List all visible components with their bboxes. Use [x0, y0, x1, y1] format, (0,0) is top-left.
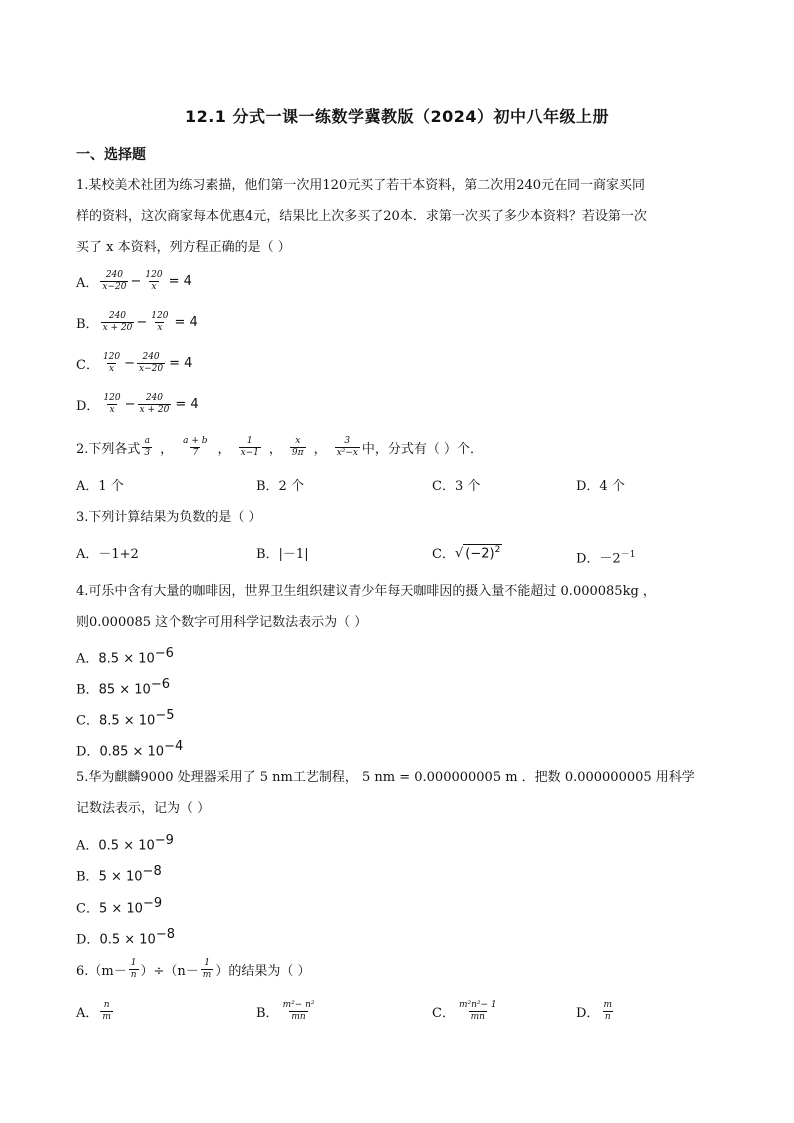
operator: − [124, 356, 136, 371]
fraction [101, 311, 135, 334]
fraction [457, 1000, 499, 1023]
exponent: −6 [154, 646, 174, 661]
radicand-base: (−2) [465, 546, 495, 562]
q4-option-b[interactable] [76, 676, 170, 699]
denominator: 3 [144, 448, 151, 458]
denominator: n [604, 1012, 611, 1022]
exponent: −9 [142, 896, 163, 911]
mantissa: 8.5 × 10 [98, 651, 155, 667]
option-label: A． [76, 1006, 99, 1021]
numerator: m [603, 1000, 612, 1010]
q4-option-c[interactable] [76, 707, 175, 730]
fraction [239, 436, 261, 459]
question-5-line: 5.华为麒麟9000 处理器采用了 5 nm工艺制程， 5 nm = 0.000000005 m ．把数 0.000000005 用科学 [76, 770, 695, 785]
mantissa: 8.5 × 10 [98, 713, 156, 729]
option-label: D．－2 [576, 551, 621, 567]
numerator: 240 [145, 393, 164, 403]
denominator: 9π [291, 448, 304, 458]
equation-rhs: = 4 [174, 315, 198, 330]
numerator: m²− n² [282, 1000, 315, 1010]
separator: ， [217, 442, 231, 457]
numerator: 1 [130, 958, 137, 968]
exponent: 2 [494, 544, 501, 555]
fraction [101, 393, 122, 416]
question-1-stem [76, 170, 726, 263]
numerator: 120 [103, 393, 121, 403]
option-label: C． [432, 547, 455, 562]
mantissa: 0.5 × 10 [99, 932, 156, 948]
denominator: x + 20 [139, 405, 170, 415]
denominator: m [202, 970, 212, 980]
denominator: x−1 [240, 448, 259, 458]
q4-option-d[interactable] [76, 738, 183, 761]
denominator: n [130, 970, 137, 980]
mantissa: 0.85 × 10 [99, 744, 165, 760]
q5-option-b[interactable] [76, 863, 162, 886]
numerator: n [103, 1000, 110, 1010]
radical-sign: √ [454, 546, 464, 562]
question-5-line: 记数法表示，记为（ ） [76, 801, 211, 816]
q2-option-d[interactable]: D．4 个 [576, 479, 625, 494]
denominator: x [109, 405, 115, 415]
exponent: −8 [155, 927, 175, 942]
q1-option-c[interactable] [76, 352, 192, 375]
question-2-suffix: 中，分式有（ ）个． [361, 442, 484, 457]
denominator: x−20 [102, 282, 127, 292]
operator: − [130, 274, 142, 289]
exponent: −6 [150, 677, 170, 692]
q3-option-c[interactable] [432, 543, 502, 562]
exponent: －1 [620, 550, 636, 560]
q2-option-b[interactable]: B．2 个 [256, 479, 304, 494]
fraction [129, 958, 139, 981]
separator: ， [313, 442, 327, 457]
denominator: x [157, 323, 163, 333]
q5-option-c[interactable] [76, 895, 162, 918]
option-label: D． [76, 744, 100, 760]
denominator: x²−x [336, 448, 358, 458]
question-3-stem: 3.下列计算结果为负数的是（ ） [76, 510, 262, 525]
numerator: 1 [246, 436, 253, 446]
fraction [181, 436, 209, 459]
option-label: C． [76, 901, 99, 917]
question-1-line: 买了 x 本资料，列方程正确的是（ ） [76, 240, 291, 255]
numerator: a + b [183, 436, 208, 446]
fraction [100, 1000, 113, 1023]
q6-option-b[interactable] [256, 1000, 319, 1023]
separator: ， [160, 442, 174, 457]
equation-rhs: = 4 [168, 274, 192, 289]
question-2-prefix: 2.下列各式 [76, 442, 141, 457]
q6-option-a[interactable] [76, 1000, 115, 1023]
numerator: 240 [108, 311, 127, 321]
option-label: D． [76, 399, 100, 414]
fraction [143, 270, 164, 293]
question-6-part: 6.（m－ [76, 964, 127, 979]
q1-option-b[interactable] [76, 311, 198, 334]
q5-option-a[interactable] [76, 832, 174, 855]
option-label: A． [76, 651, 99, 667]
equation-rhs: = 4 [169, 356, 193, 371]
q3-option-a[interactable]: A．－1+2 [76, 547, 139, 562]
numerator: 3 [344, 436, 351, 446]
fraction [601, 1000, 614, 1023]
fraction [100, 270, 128, 293]
question-4-line: 4.可乐中含有大量的咖啡因，世界卫生组织建议青少年每天咖啡因的摄入量不能超过 0.000085kg ， [76, 584, 656, 599]
fraction [149, 311, 170, 334]
exponent: −4 [164, 739, 184, 754]
q2-option-c[interactable]: C．3 个 [432, 479, 481, 494]
question-1-line: 1.某校美术社团为练习素描，他们第一次用120元买了若干本资料，第二次用240元在同一商家买同 [76, 178, 646, 193]
question-4-stem [76, 576, 726, 638]
exponent: −5 [155, 708, 175, 723]
denominator: m [102, 1012, 111, 1022]
fraction [290, 436, 306, 459]
question-2-stem [76, 436, 483, 459]
numerator: a [144, 436, 150, 446]
question-4-line: 则0.000085 这个数字可用科学记数法表示为（ ） [76, 615, 368, 630]
question-5-stem [76, 762, 726, 824]
denominator: x [109, 364, 115, 374]
q5-option-d[interactable] [76, 926, 175, 949]
q4-option-a[interactable] [76, 645, 174, 668]
question-6-part: ）的结果为（ ） [215, 964, 311, 979]
fraction [335, 436, 360, 459]
fraction [137, 352, 165, 375]
q6-option-c[interactable] [432, 1000, 501, 1023]
denominator: mn [470, 1012, 485, 1022]
option-label: C． [76, 713, 99, 729]
denominator: mn [291, 1012, 306, 1022]
q1-option-d[interactable] [76, 393, 199, 416]
q1-option-a[interactable] [76, 270, 192, 293]
mantissa: 85 × 10 [98, 682, 151, 698]
q3-option-d[interactable] [576, 546, 635, 568]
q6-option-d[interactable] [576, 1000, 616, 1023]
denominator: 7 [192, 448, 199, 458]
denominator: x [151, 282, 157, 292]
mantissa: 5 × 10 [98, 901, 143, 917]
numerator: 120 [102, 352, 121, 362]
numerator: 120 [151, 311, 169, 321]
radicand [463, 544, 502, 561]
mantissa: 0.5 × 10 [98, 838, 155, 854]
fraction [142, 436, 152, 459]
denominator: x−20 [139, 364, 164, 374]
numerator: 240 [105, 270, 124, 280]
fraction [138, 393, 172, 416]
option-label: A． [76, 276, 99, 291]
fraction [201, 958, 214, 981]
option-label: C． [432, 1006, 455, 1021]
separator: ， [268, 442, 282, 457]
option-label: B． [256, 1006, 279, 1021]
numerator: 1 [204, 958, 210, 968]
fraction [101, 352, 122, 375]
option-label: D． [576, 1006, 600, 1021]
numerator: 120 [145, 270, 163, 280]
option-label: B． [76, 869, 99, 885]
denominator: x + 20 [102, 323, 133, 333]
exponent: −8 [142, 864, 162, 879]
numerator: 240 [142, 352, 160, 362]
square-root [455, 544, 502, 561]
mantissa: 5 × 10 [98, 869, 143, 885]
operator: − [136, 315, 148, 330]
question-6-stem [76, 958, 310, 981]
numerator: x [295, 436, 301, 446]
operator: − [124, 397, 136, 412]
option-label: B． [76, 682, 99, 698]
q2-option-a[interactable]: A．1 个 [76, 479, 124, 494]
q3-option-b[interactable]: B．|－1| [256, 547, 309, 562]
option-label: D． [76, 932, 100, 948]
option-label: C． [76, 358, 99, 373]
question-1-line: 样的资料，这次商家每本优惠4元，结果比上次多买了20本．求第一次买了多少本资料？若设第一次 [76, 209, 647, 224]
page-title: 12.1 分式一课一练数学冀教版（2024）初中八年级上册 [184, 107, 610, 126]
numerator: m²n²− 1 [458, 1000, 497, 1010]
exponent: −9 [154, 833, 174, 848]
option-label: A． [76, 838, 99, 854]
equation-rhs: = 4 [175, 397, 199, 412]
fraction [281, 1000, 317, 1023]
option-label: B． [76, 317, 99, 332]
question-6-part: ）÷（n－ [140, 964, 199, 979]
section-heading: 一、选择题 [76, 147, 146, 163]
